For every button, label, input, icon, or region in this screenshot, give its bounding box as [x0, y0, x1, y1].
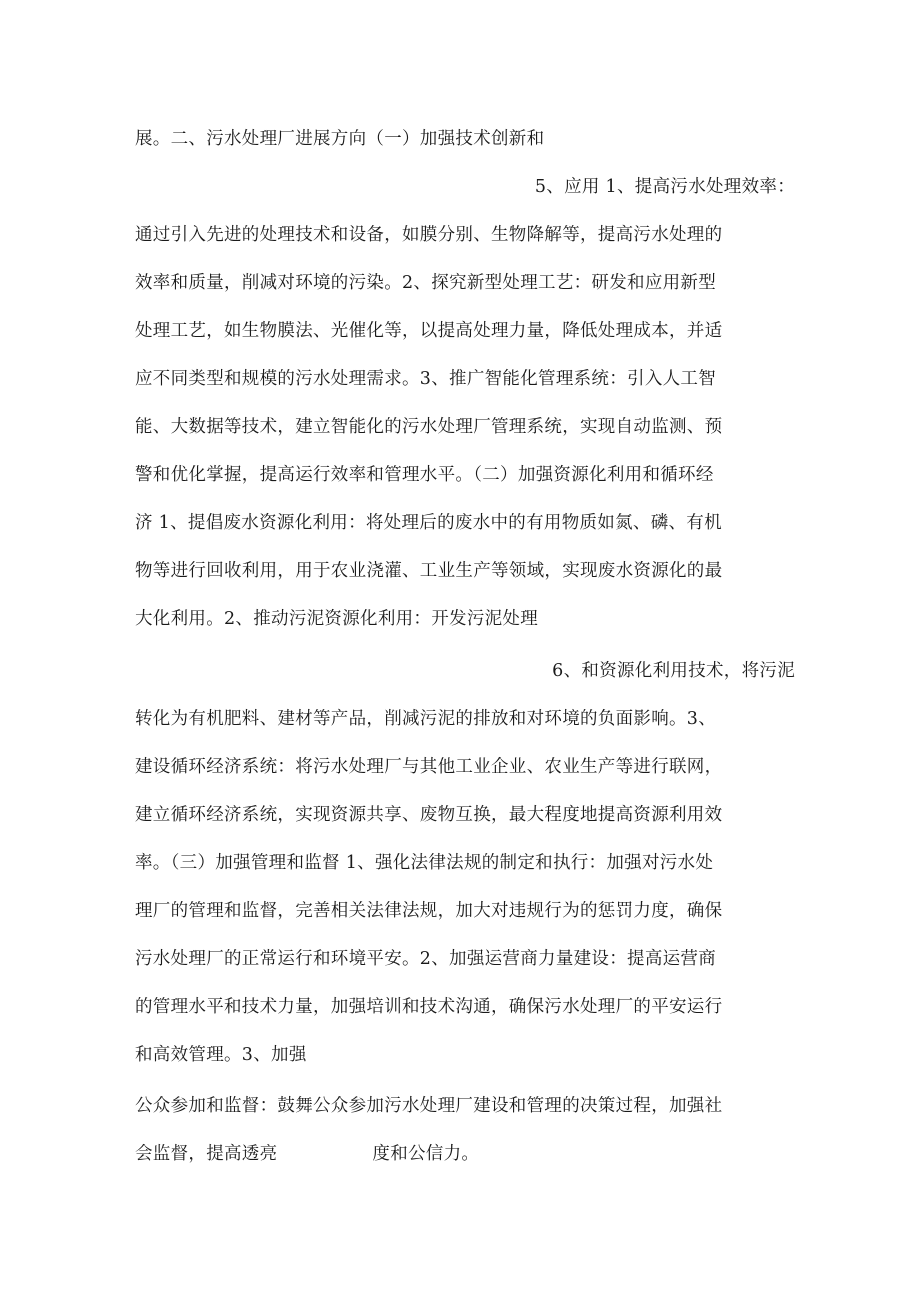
text-line: 和高效管理。3、加强: [135, 1045, 307, 1065]
text-line: 效率和质量，削减对环境的污染。2、探究新型处理工艺：研发和应用新型: [135, 273, 717, 293]
text-line: 应不同类型和规模的污水处理需求。3、推广智能化管理系统：引入人工智: [135, 369, 717, 389]
text-line: 建立循环经济系统，实现资源共享、废物互换，最大程度地提高资源利用效: [135, 805, 723, 825]
text-line: 公众参加和监督：鼓舞公众参加污水处理厂建设和管理的决策过程，加强社: [135, 1096, 723, 1116]
text-line: 转化为有机肥料、建材等产品，削减污泥的排放和对环境的负面影响。3、: [135, 709, 717, 729]
text-line: 济 1、提倡废水资源化利用：将处理后的废水中的有用物质如氮、磷、有机: [135, 513, 722, 533]
text-line: [135, 1141, 795, 1167]
text-line: 能、大数据等技术，建立智能化的污水处理厂管理系统，实现自动监测、预: [135, 417, 723, 437]
text-fragment: 会监督，提高透亮: [135, 1144, 278, 1164]
text-line: 污水处理厂的正常运行和环境平安。2、加强运营商力量建设：提高运营商: [135, 949, 717, 969]
text-line: 率。（三）加强管理和监督 1、强化法律法规的制定和执行：加强对污水处: [135, 853, 714, 873]
text-line: 处理工艺，如生物膜法、光催化等，以提高处理力量，降低处理成本，并适: [135, 321, 723, 341]
text-line: 展。二、污水处理厂进展方向（一）加强技术创新和: [135, 129, 545, 149]
text-line: 通过引入先进的处理技术和设备，如膜分别、生物降解等，提高污水处理的: [135, 225, 723, 245]
text-line: 大化利用。2、推动污泥资源化利用：开发污泥处理: [135, 609, 539, 629]
text-line: 理厂的管理和监督，完善相关法律法规，加大对违规行为的惩罚力度，确保: [135, 901, 723, 921]
text-line: 警和优化掌握，提高运行效率和管理水平。（二）加强资源化利用和循环经: [135, 465, 714, 485]
text-line: 物等进行回收利用，用于农业浇灌、工业生产等领域，实现废水资源化的最: [135, 561, 723, 581]
text-fragment: 度和公信力。: [372, 1144, 480, 1164]
text-line: 建设循环经济系统：将污水处理厂与其他工业企业、农业生产等进行联网，: [135, 757, 723, 777]
text-line: 5、应用 1、提高污水处理效率：: [534, 177, 795, 197]
text-line: 的管理水平和技术力量，加强培训和技术沟通，确保污水处理厂的平安运行: [135, 997, 723, 1017]
text-line: 6、和资源化利用技术，将污泥: [552, 661, 795, 681]
